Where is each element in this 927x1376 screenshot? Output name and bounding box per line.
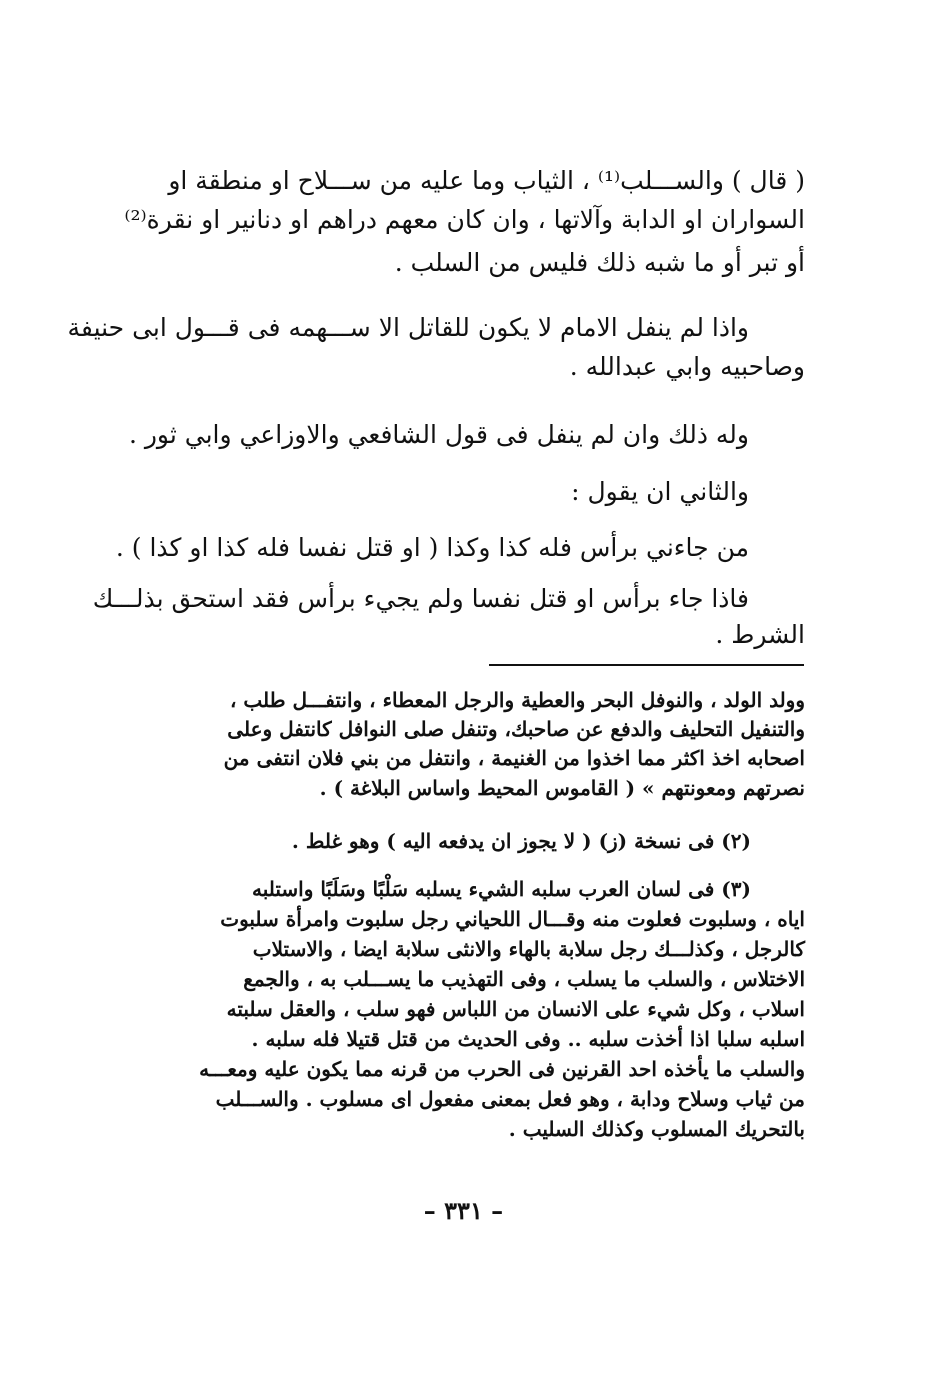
footnote-line: اصحابه اخذ اكثر مما اخذوا من الغنيمة ، وانتفل من بني فلان انتفى من bbox=[223, 746, 805, 770]
main-text-line: السواران او الدابة وآلاتها ، وان كان معهم دراهم او دنانير او نقرة⁽²⁾ bbox=[124, 205, 805, 234]
footnote-line: اسلاب ، وكل شيء على الانسان من اللباس فهو سلب ، والعقل سلبته bbox=[226, 997, 805, 1021]
main-text-line: من جاءني برأس فله كذا وكذا ( او قتل نفسا فله كذا او كذا ) . bbox=[115, 533, 749, 562]
footnote-2: (٢) فى نسخة (ز) ( لا يجوز ان يدفعه اليه ) وهو غلط . bbox=[291, 829, 751, 853]
footnote-line: اسلبه سلبا اذا أخذت سلبه .. وفى الحديث من قتل قتيلا فله سلبه . bbox=[251, 1027, 805, 1051]
footnote-line: والسلب ما يأخذه احد القرنين فى الحرب من قرنه مما يكون عليه ومعـــه bbox=[199, 1057, 805, 1081]
footnote-3-line: (٣) فى لسان العرب سلبه الشيء يسلبه سَلْبًا وسَلَبًا واستلبه bbox=[251, 877, 751, 901]
footnote-line: اياه ، وسلبوت فعلوت منه وقـــال اللحياني رجل سلبوت وامرأة سلبوت bbox=[220, 907, 805, 931]
main-text-line: أو تبر أو ما شبه ذلك فليس من السلب . bbox=[394, 248, 805, 277]
main-text-line: الشرط . bbox=[715, 620, 805, 649]
main-text-line: والثاني ان يقول : bbox=[571, 477, 749, 506]
main-text-line: فاذا جاء برأس او قتل نفسا ولم يجيء برأس فقد استحق بذلـــك bbox=[92, 584, 749, 613]
footnote-line: نصرتهم ومعونتهم » ( القاموس المحيط واساس البلاغة ) . bbox=[319, 776, 805, 800]
footnote-separator bbox=[489, 664, 804, 666]
main-text-line: وصاحبيه وابي عبدالله . bbox=[569, 352, 805, 381]
footnote-line: كالرجل ، وكذلـــك رجل سلابة بالهاء والانثى سلابة ايضا ، والاستلاب bbox=[252, 937, 805, 961]
footnote-line: الاختلاس ، والسلب ما يسلب ، وفى التهذيب ما يســـلب به ، والجمع bbox=[243, 967, 805, 991]
main-text-line: وله ذلك وان لم ينفل فى قول الشافعي والاوزاعي وابي ثور . bbox=[128, 420, 749, 449]
footnote-line: بالتحريك المسلوب وكذلك السليب . bbox=[508, 1117, 805, 1141]
main-text-line: واذا لم ينفل الامام لا يكون للقاتل الا ســـهمه فى قـــول ابى حنيفة bbox=[67, 313, 749, 342]
main-text-line: ( قال ) والســـلب⁽¹⁾ ، الثياب وما عليه من ســـلاح او منطقة او bbox=[168, 166, 805, 195]
footnote-line: والتنفيل التحليف والدفع عن صاحبك، وتنفل صلى النوافل كانتفل وعلى bbox=[227, 717, 805, 741]
page-number: – ٣٣١ – bbox=[423, 1196, 504, 1225]
footnote-line: من ثياب وسلاح ودابة ، وهو فعل بمعنى مفعول اى مسلوب . والســـلب bbox=[215, 1087, 805, 1111]
footnote-line: وولد الولد ، والنوفل البحر والعطية والرجل المعطاء ، وانتفـــل طلب ، bbox=[229, 688, 805, 712]
